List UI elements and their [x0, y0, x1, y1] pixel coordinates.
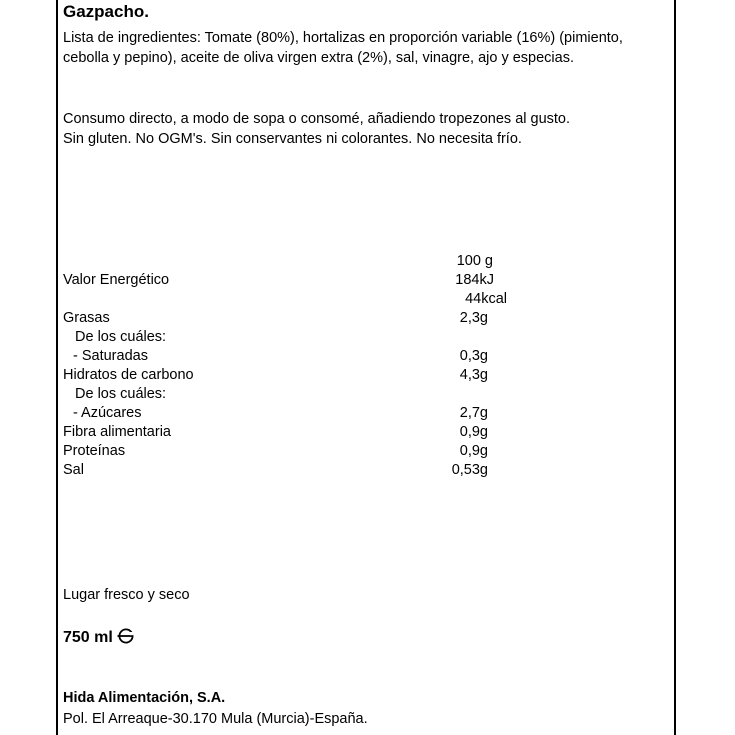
estimated-e-icon — [117, 628, 134, 649]
company-address: Pol. El Arreaque-30.170 Mula (Murcia)-España. — [63, 711, 368, 727]
row-value: 184kJ — [455, 272, 494, 288]
table-row — [63, 423, 488, 442]
row-label: Sal — [63, 462, 84, 478]
storage-instructions: Lugar fresco y seco — [63, 587, 190, 603]
usage-line-2: Sin gluten. No OGM's. Sin conservantes ni colorantes. No necesita frío. — [63, 131, 522, 147]
table-row — [63, 271, 494, 290]
row-label: - Azúcares — [73, 405, 142, 421]
row-label: Fibra alimentaria — [63, 424, 171, 440]
row-label: Proteínas — [63, 443, 126, 459]
company-name: Hida Alimentación, S.A. — [63, 690, 226, 706]
row-label: Valor Energético — [63, 272, 170, 288]
nutrition-header: 100 g — [456, 253, 493, 269]
row-label: De los cuáles: — [75, 329, 167, 345]
usage-line-1: Consumo directo, a modo de sopa o consomé, añadiendo tropezones al gusto. — [63, 111, 571, 127]
row-label: De los cuáles: — [75, 386, 167, 402]
usage-info — [63, 109, 663, 149]
table-row — [63, 461, 488, 480]
table-row — [63, 328, 463, 347]
row-value: 4,3g — [459, 367, 488, 383]
row-value: 2,7g — [459, 405, 488, 421]
nutrition-header-row — [63, 252, 493, 271]
row-value: 0,53g — [451, 462, 488, 478]
row-value: 0,9g — [459, 443, 488, 459]
table-row — [63, 404, 488, 423]
product-title: Gazpacho. — [63, 2, 149, 21]
table-row — [63, 442, 488, 461]
row-value: 2,3g — [459, 310, 488, 326]
row-value: 0,3g — [459, 348, 488, 364]
table-row — [63, 290, 507, 309]
row-value: 44kcal — [465, 291, 507, 307]
row-value: 0,9g — [459, 424, 488, 440]
volume-value: 750 ml — [63, 629, 113, 646]
table-row — [63, 385, 463, 404]
row-label: - Saturadas — [73, 348, 148, 364]
net-volume — [63, 628, 134, 649]
row-label: Grasas — [63, 310, 110, 326]
table-row — [63, 366, 488, 385]
table-row — [63, 309, 488, 328]
row-label: Hidratos de carbono — [63, 367, 194, 383]
table-row — [63, 347, 488, 366]
ingredients-list: Lista de ingredientes: Tomate (80%), hortalizas en proporción variable (16%) (pimiento, cebolla y pepino), aceite de oliva virgen extra (2%), sal, vinagre, ajo y especias. — [63, 30, 623, 66]
